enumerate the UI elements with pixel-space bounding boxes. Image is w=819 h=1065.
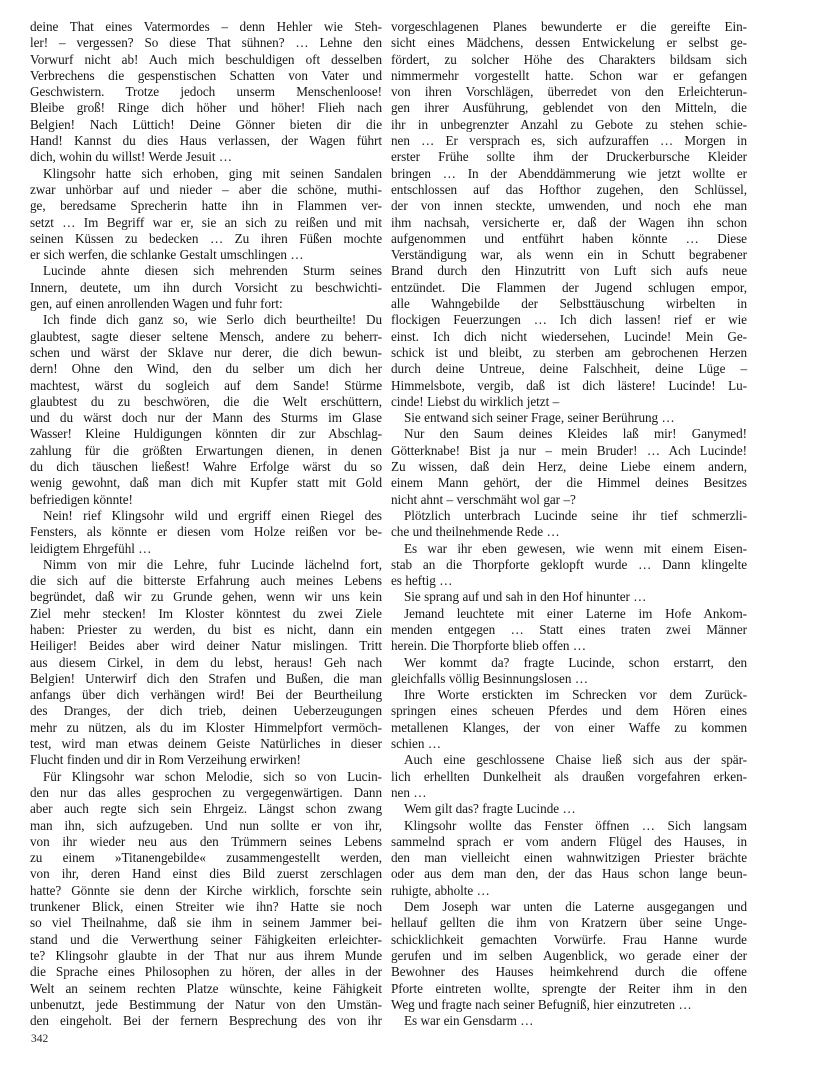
text-line: von ihr wieder neu aus den Trümmern seines Lebens xyxy=(30,833,382,849)
text-line: der von innen steckte, umwenden, und noch ehe man xyxy=(391,198,747,214)
text-line: von ihren Vorschlägen, überredet von den Erleichterun- xyxy=(391,84,747,100)
text-line: nen … xyxy=(391,784,427,800)
text-line: zwar unhörbar auf und nieder – aber die schöne, muthi- xyxy=(30,181,382,197)
text-line: springen eines scheuen Pferdes und dem Hören eines xyxy=(391,703,747,719)
text-line: leidigtem Ehrgefühl … xyxy=(30,540,152,556)
text-line: ihr in unbegrenzter Anzahl zu Gebote zu stehen schie- xyxy=(391,116,747,132)
text-line: Flucht finden und dir in Rom Verzeihung erwirken! xyxy=(30,752,301,768)
text-line: durch deine Untreue, deine Falschheit, deine Lüge – xyxy=(391,361,747,377)
text-line: ruhigte, abholte … xyxy=(391,882,490,898)
text-line: den man vielleicht einen wahnwitzigen Priester brächte xyxy=(391,850,747,866)
text-line: gen, auf einen anrollenden Wagen und fuhr fort: xyxy=(30,296,283,312)
text-line: nicht ahnt – verschmäht wol gar –? xyxy=(391,491,576,507)
text-line: glaubtest, sagte dieser seltene Mensch, andere zu beherr- xyxy=(30,328,382,344)
text-line: Nein! rief Klingsohr wild und ergriff einen Riegel des xyxy=(43,507,382,523)
text-line: und du wärst doch nur der Mann des Sturms im Glase xyxy=(30,410,382,426)
text-line: schicklichkeit gemachten Vorwürfe. Frau Hanne wurde xyxy=(391,931,747,947)
text-line: Ich finde dich ganz so, wie Serlo dich beurtheilte! Du xyxy=(43,312,382,328)
text-line: trunkener Blick, einen Streiter wie ihn? Hatte sie noch xyxy=(30,899,382,915)
text-line: Brand durch den Hinzutritt von Luft sich aufs neue xyxy=(391,263,747,279)
text-line: man ihn, sich aufzugeben. Und nun sollte er von ihr, xyxy=(30,817,382,833)
text-line: hellauf gellten die ihm von Kratzern über seine Unge- xyxy=(391,915,747,931)
text-column-left xyxy=(30,19,382,1029)
text-line: einem Mann gehört, der die Himmel deines Besitzes xyxy=(391,475,747,491)
text-line: Dem Joseph war unten die Laterne ausgegangen und xyxy=(404,899,747,915)
text-line: seinen Küssen zu bedecken … Zu ihren Füßen mochte xyxy=(30,230,382,246)
text-line: test, wird man etwas deinem Geiste Natürliches in dieser xyxy=(30,736,382,752)
text-line: Ziel mehr stecken! Im Kloster könntest du zwei Ziele xyxy=(30,605,382,621)
text-line: sicht eines Mädchens, dessen Entwickelung er selbst ge- xyxy=(391,35,747,51)
text-line: nen … Er versprach es, sich aufzuraffen … Morgen in xyxy=(391,133,747,149)
text-line: Es war ein Gensdarm … xyxy=(404,1013,534,1029)
text-line: Pforte eintreten wollte, sprengte der Reiter ihm in den xyxy=(391,980,747,996)
text-line: gen ihrer Ausführung, geblendet von den Mitteln, die xyxy=(391,100,747,116)
text-line: che und theilnehmende Rede … xyxy=(391,524,560,540)
text-line: machtest, wärst du sogleich auf dem Sande! Stürme xyxy=(30,377,382,393)
text-line: befriedigen könnte! xyxy=(30,491,133,507)
text-line: Belgien! Nach Lüttich! Deine Gönner bieten dir die xyxy=(30,116,382,132)
text-line: Plötzlich unterbrach Lucinde seine ihr tief schmerzli- xyxy=(404,507,747,523)
text-line: Nur den Saum deines Kleides laß mir! Ganymed! xyxy=(404,426,747,442)
text-line: lich erhellten Dunkelheit als draußen vorgefahren erken- xyxy=(391,768,747,784)
text-line: fördert, zu solcher Höhe des Charakters bildsam sich xyxy=(391,51,747,67)
text-line: ler! – vergessen? So diese That sühnen? … Lehne den xyxy=(30,35,382,51)
text-column-right xyxy=(391,19,747,1029)
text-line: wenig gewohnt, daß man dich mit Kupfer statt mit Gold xyxy=(30,475,382,491)
text-line: Hand! Kannst du dies Haus verlassen, der Wagen führt xyxy=(30,133,382,149)
text-line: Bleibe groß! Ringe dich höher und höher! Flieh nach xyxy=(30,100,382,116)
text-line: Innern, deutete, um ihn durch Vorsicht zu beschwichti- xyxy=(30,279,382,295)
text-line: Für Klingsohr war schon Melodie, sich so von Lucin- xyxy=(43,768,382,784)
text-line: Nimm von mir die Lehre, fuhr Lucinde lächelnd fort, xyxy=(43,556,382,572)
text-line: cinde! Liebst du wirklich jetzt – xyxy=(391,393,560,409)
text-line: Bewohner des Hauses heimkehrend durch die offene xyxy=(391,964,747,980)
text-line: Sie entwand sich seiner Frage, seiner Berührung … xyxy=(404,410,675,426)
text-line: so viel Theilnahme, daß sie ihm in seinem Jammer bei- xyxy=(30,915,382,931)
text-line: Welt an seinem rechten Platze wünschte, keine Fähigkeit xyxy=(30,980,382,996)
text-line: Verständigung war, als wenn ein in Schutt begrabener xyxy=(391,247,747,263)
text-line: sammelnd sprach er vom andern Flügel des Hauses, in xyxy=(391,833,747,849)
text-line: menden entgegen … Statt eines traten zwei Männer xyxy=(391,621,747,637)
text-line: Ihre Worte erstickten im Schrecken vor dem Zurück- xyxy=(404,687,747,703)
text-line: vorgeschlagenen Planes bewunderte er die gereifte Ein- xyxy=(391,19,747,34)
text-line: dich, wohin du willst! Werde Jesuit … xyxy=(30,149,233,165)
text-line: setzt … Im Begriff war er, sie an sich zu reißen und mit xyxy=(30,214,382,230)
text-line: Lucinde ahnte diesen sich mehrenden Sturm seines xyxy=(43,263,382,279)
text-line: herein. Die Thorpforte blieb offen … xyxy=(391,638,586,654)
text-line: Klingsohr hatte sich erhoben, ging mit seinen Sandalen xyxy=(43,165,382,181)
text-line: flockigen Feuerzungen … Ich dich lassen! rief er wie xyxy=(391,312,747,328)
text-line: unbenutzt, jede Bestimmung der Natur von den Umstän- xyxy=(30,996,382,1012)
text-line: haben: Priester zu werden, du bist es nicht, dann ein xyxy=(30,621,382,637)
text-line: du dich täuschen ließest! Wahre Erfolge wärst du so xyxy=(30,459,382,475)
text-line: oder aus dem man den, der das Haus schon lange beun- xyxy=(391,866,747,882)
text-line: alle Wahngebilde der Selbsttäuschung wirbelten in xyxy=(391,296,747,312)
text-line: zu einem »Titanengebilde« zusammengestellt werden, xyxy=(30,850,382,866)
text-line: schick ist und bleibt, zu sterben am gebrochenen Herzen xyxy=(391,344,747,360)
text-line: Geschwistern. Trotze jedoch unserm Menschenloose! xyxy=(30,84,382,100)
text-line: es heftig … xyxy=(391,573,453,589)
text-line: dern! Ohne den Wind, den du selber um dich her xyxy=(30,361,382,377)
text-line: einst. Ich dich nicht wiedersehen, Lucinde! Mein Ge- xyxy=(391,328,747,344)
text-line: deine That eines Vatermordes – denn Hehler wie Steh- xyxy=(30,19,382,34)
text-line: schen und wärst der Sklave nur derer, die dich bewun- xyxy=(30,344,382,360)
text-line: entzündet. Die Flammen der Jugend schlugen empor, xyxy=(391,279,747,295)
text-line: Belgien! Unterwirf dich den Strafen und Bußen, die man xyxy=(30,670,382,686)
text-line: hatte? Gönnte sie denn der Kirche wirklich, forschte sein xyxy=(30,882,382,898)
text-line: gleichfalls völlig Besinnungslosen … xyxy=(391,670,588,686)
text-line: Auch eine geschlossene Chaise ließ sich aus der spär- xyxy=(404,752,747,768)
text-line: Es war ihr eben gewesen, wie wenn mit einem Eisen- xyxy=(404,540,747,556)
text-line: Sie sprang auf und sah in den Hof hinunter … xyxy=(404,589,647,605)
text-line: Klingsohr wollte das Fenster öffnen … Sich langsam xyxy=(404,817,747,833)
text-line: Verbrechens die gespenstischen Schatten von Vater und xyxy=(30,67,382,83)
text-line: ge, beredsame Sprecherin hatte ihn in Flammen ver- xyxy=(30,198,382,214)
text-line: Wasser! Kleine Huldigungen könnten dir zur Abschlag- xyxy=(30,426,382,442)
text-line: stand und die Verwerthung seiner Fähigkeiten erleichter- xyxy=(30,931,382,947)
text-line: Himmelsbote, vergib, daß ist dich lästere! Lucinde! Lu- xyxy=(391,377,747,393)
text-line: aufgenommen und entführt haben könnte … Diese xyxy=(391,230,747,246)
text-line: Wem gilt das? fragte Lucinde … xyxy=(404,801,576,817)
text-line: erster Frühe sollte ihm der Druckerbursche Kleider xyxy=(391,149,747,165)
text-line: die sich auf die bitterste Erfahrung auch meines Lebens xyxy=(30,573,382,589)
text-line: stab an die Thorpforte geklopft wurde … Dann klingelte xyxy=(391,556,747,572)
text-line: Weg und fragte nach seiner Befugniß, hier einzutreten … xyxy=(391,996,692,1012)
text-line: zahlung für die größten Erwartungen dienen, in denen xyxy=(30,442,382,458)
text-line: entschlossen auf das Hofthor zugehen, den Schlüssel, xyxy=(391,181,747,197)
text-line: des Dranges, der dich trieb, deinen Ueberzeugungen xyxy=(30,703,382,719)
text-line: metallenen Klanges, der von einer Waffe zu kommen xyxy=(391,719,747,735)
text-line: den nur das alles gesprochen zu vergegenwärtigen. Dann xyxy=(30,784,382,800)
text-line: schien … xyxy=(391,736,441,752)
text-line: von ihr, deren Hand einst dies Bild zuerst zerschlagen xyxy=(30,866,382,882)
text-line: Vorwurf nicht ab! Auch mich beschuldigen oft desselben xyxy=(30,51,382,67)
text-line: Zu wissen, daß dein Herz, deine Liebe einem andern, xyxy=(391,459,747,475)
text-line: Götterknabe! Bist ja nur – mein Bruder! … Ach Lucinde! xyxy=(391,442,747,458)
text-line: aus diesem Cirkel, in dem du lebst, heraus! Geh nach xyxy=(30,654,382,670)
text-line: Wer kommt da? fragte Lucinde, schon erstarrt, den xyxy=(404,654,747,670)
text-line: er sich werfen, die schlanke Gestalt umschlingen … xyxy=(30,247,304,263)
text-line: mehr zu nützen, als du im Kloster Himmelpfort vermöch- xyxy=(30,719,382,735)
text-line: Jemand leuchtete mit einer Laterne im Hofe Ankom- xyxy=(404,605,747,621)
text-line: ihm nachsah, versicherte er, daß der Wagen ihn schon xyxy=(391,214,747,230)
text-line: Fensters, als könnte er diesen vom Holze reißen vor be- xyxy=(30,524,382,540)
text-line: aber auch regte sich sein Ehrgeiz. Längst schon zwang xyxy=(30,801,382,817)
text-line: nimmermehr vorgestellt hatte. Schon war er gefangen xyxy=(391,67,747,83)
page-number: 342 xyxy=(31,1033,49,1045)
text-line: glaubtest du zu beschwören, die die Welt erschüttern, xyxy=(30,393,382,409)
text-line: te? Klingsohr glaubte in der That nur aus ihrem Munde xyxy=(30,947,382,963)
text-line: die Sprache eines Philosophen zu hören, der alles in der xyxy=(30,964,382,980)
text-line: Heiliger! Beides aber wird deiner Natur mislingen. Tritt xyxy=(30,638,382,654)
text-line: gerufen und im selben Augenblick, wo gerade einer der xyxy=(391,947,747,963)
text-line: den eingeholt. Bei der fernern Besprechung des von ihr xyxy=(30,1013,382,1029)
text-line: begründet, daß wir zu Grunde gehen, wenn wir uns kein xyxy=(30,589,382,605)
text-line: bringen … In der Abenddämmerung wie jetzt wollte er xyxy=(391,165,747,181)
text-line: anfangs über dich verhängen wird! Bei der Beurtheilung xyxy=(30,687,382,703)
